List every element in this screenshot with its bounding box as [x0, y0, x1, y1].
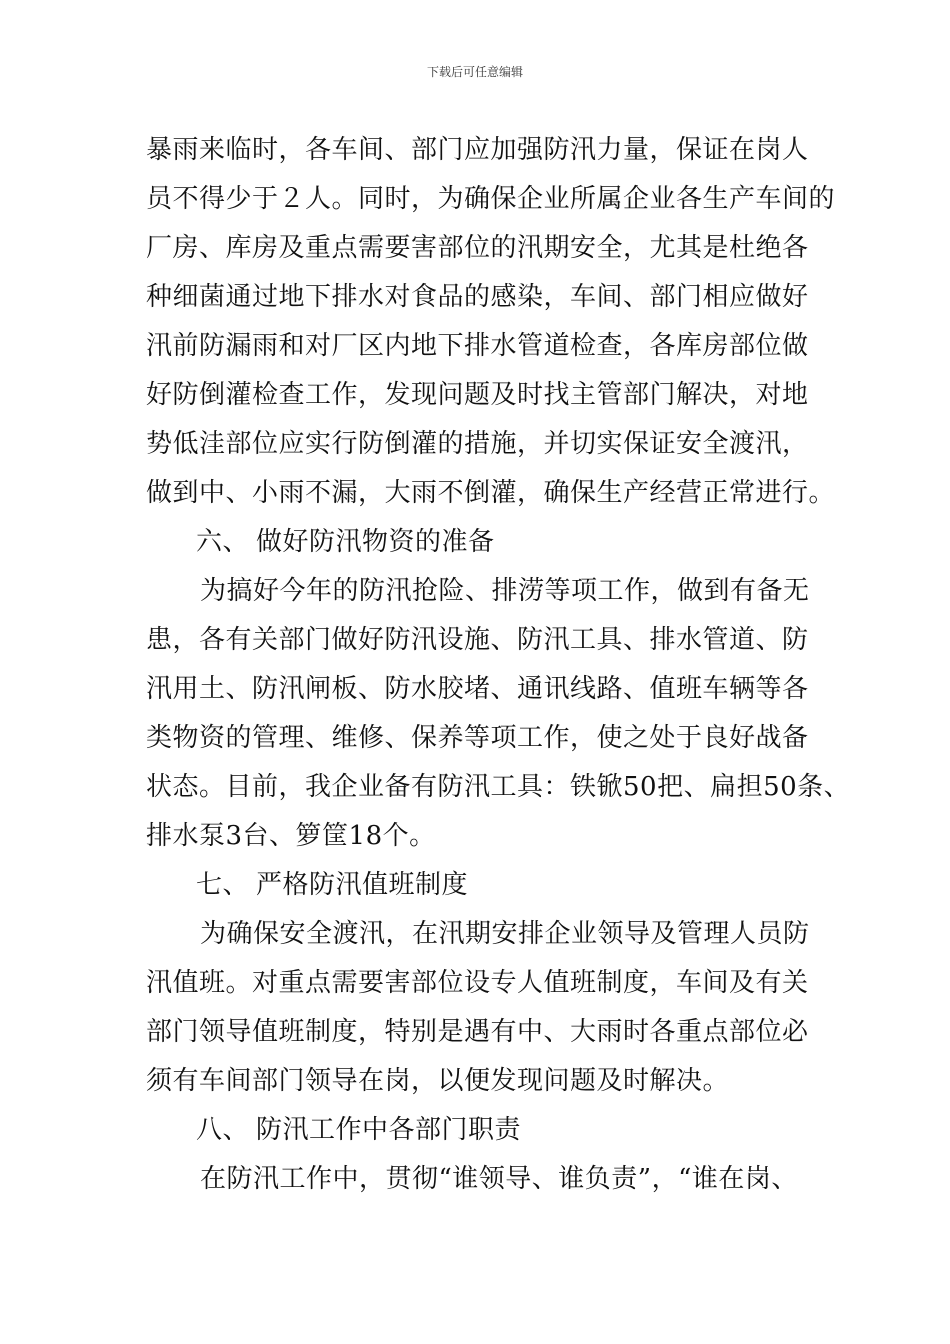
text-line: 暴雨来临时，各车间、部门应加强防汛力量，保证在岗人 [146, 135, 809, 165]
section-number: 七、 [196, 870, 250, 900]
text-line: 为搞好今年的防汛抢险、排涝等项工作，做到有备无 [200, 576, 810, 606]
text-line: 做到中、小雨不漏，大雨不倒灌，确保生产经营正常进行。 [146, 478, 836, 508]
text-line: 患，各有关部门做好防汛设施、防汛工具、排水管道、防 [146, 625, 809, 655]
text-line: 好防倒灌检查工作，发现问题及时找主管部门解决，对地 [146, 380, 809, 410]
section-heading-8 [146, 1106, 846, 1155]
document-body [146, 126, 851, 1204]
section-title: 防汛工作中各部门职责 [256, 1115, 522, 1145]
text-line: 种细菌通过地下排水对食品的感染，车间、部门相应做好 [146, 282, 809, 312]
section-title: 做好防汛物资的准备 [256, 527, 495, 557]
page-header: 下载后可任意编辑 [426, 65, 523, 79]
text-line: 为确保安全渡汛，在汛期安排企业领导及管理人员防 [200, 919, 810, 949]
text-line: 员不得少于２人。同时，为确保企业所属企业各生产车间的 [146, 184, 836, 214]
section-number: 八、 [196, 1115, 250, 1145]
text-line: 势低洼部位应实行防倒灌的措施，并切实保证安全渡汛， [146, 429, 809, 459]
text-line: 类物资的管理、维修、保养等项工作，使之处于良好战备 [146, 723, 809, 753]
section-number: 六、 [196, 527, 250, 557]
text-line: 须有车间部门领导在岗，以便发现问题及时解决。 [146, 1066, 730, 1096]
text-line: 部门领导值班制度，特别是遇有中、大雨时各重点部位必 [146, 1017, 809, 1047]
text-line: 汛前防漏雨和对厂区内地下排水管道检查，各库房部位做 [146, 331, 809, 361]
section-heading-6 [146, 518, 846, 567]
text-line: 厂房、库房及重点需要害部位的汛期安全，尤其是杜绝各 [146, 233, 809, 263]
section-heading-7 [146, 861, 846, 910]
section-title: 严格防汛值班制度 [256, 870, 469, 900]
text-line: 状态。目前，我企业备有防汛工具：铁锨50把、扁担50条、 [146, 772, 851, 802]
text-line: 排水泵3台、箩筐18个。 [146, 821, 436, 851]
text-line: 汛值班。对重点需要害部位设专人值班制度，车间及有关 [146, 968, 809, 998]
text-line: 在防汛工作中，贯彻“谁领导、谁负责”，“谁在岗、 [200, 1164, 798, 1194]
text-line: 汛用土、防汛闸板、防水胶堵、通讯线路、值班车辆等各 [146, 674, 809, 704]
